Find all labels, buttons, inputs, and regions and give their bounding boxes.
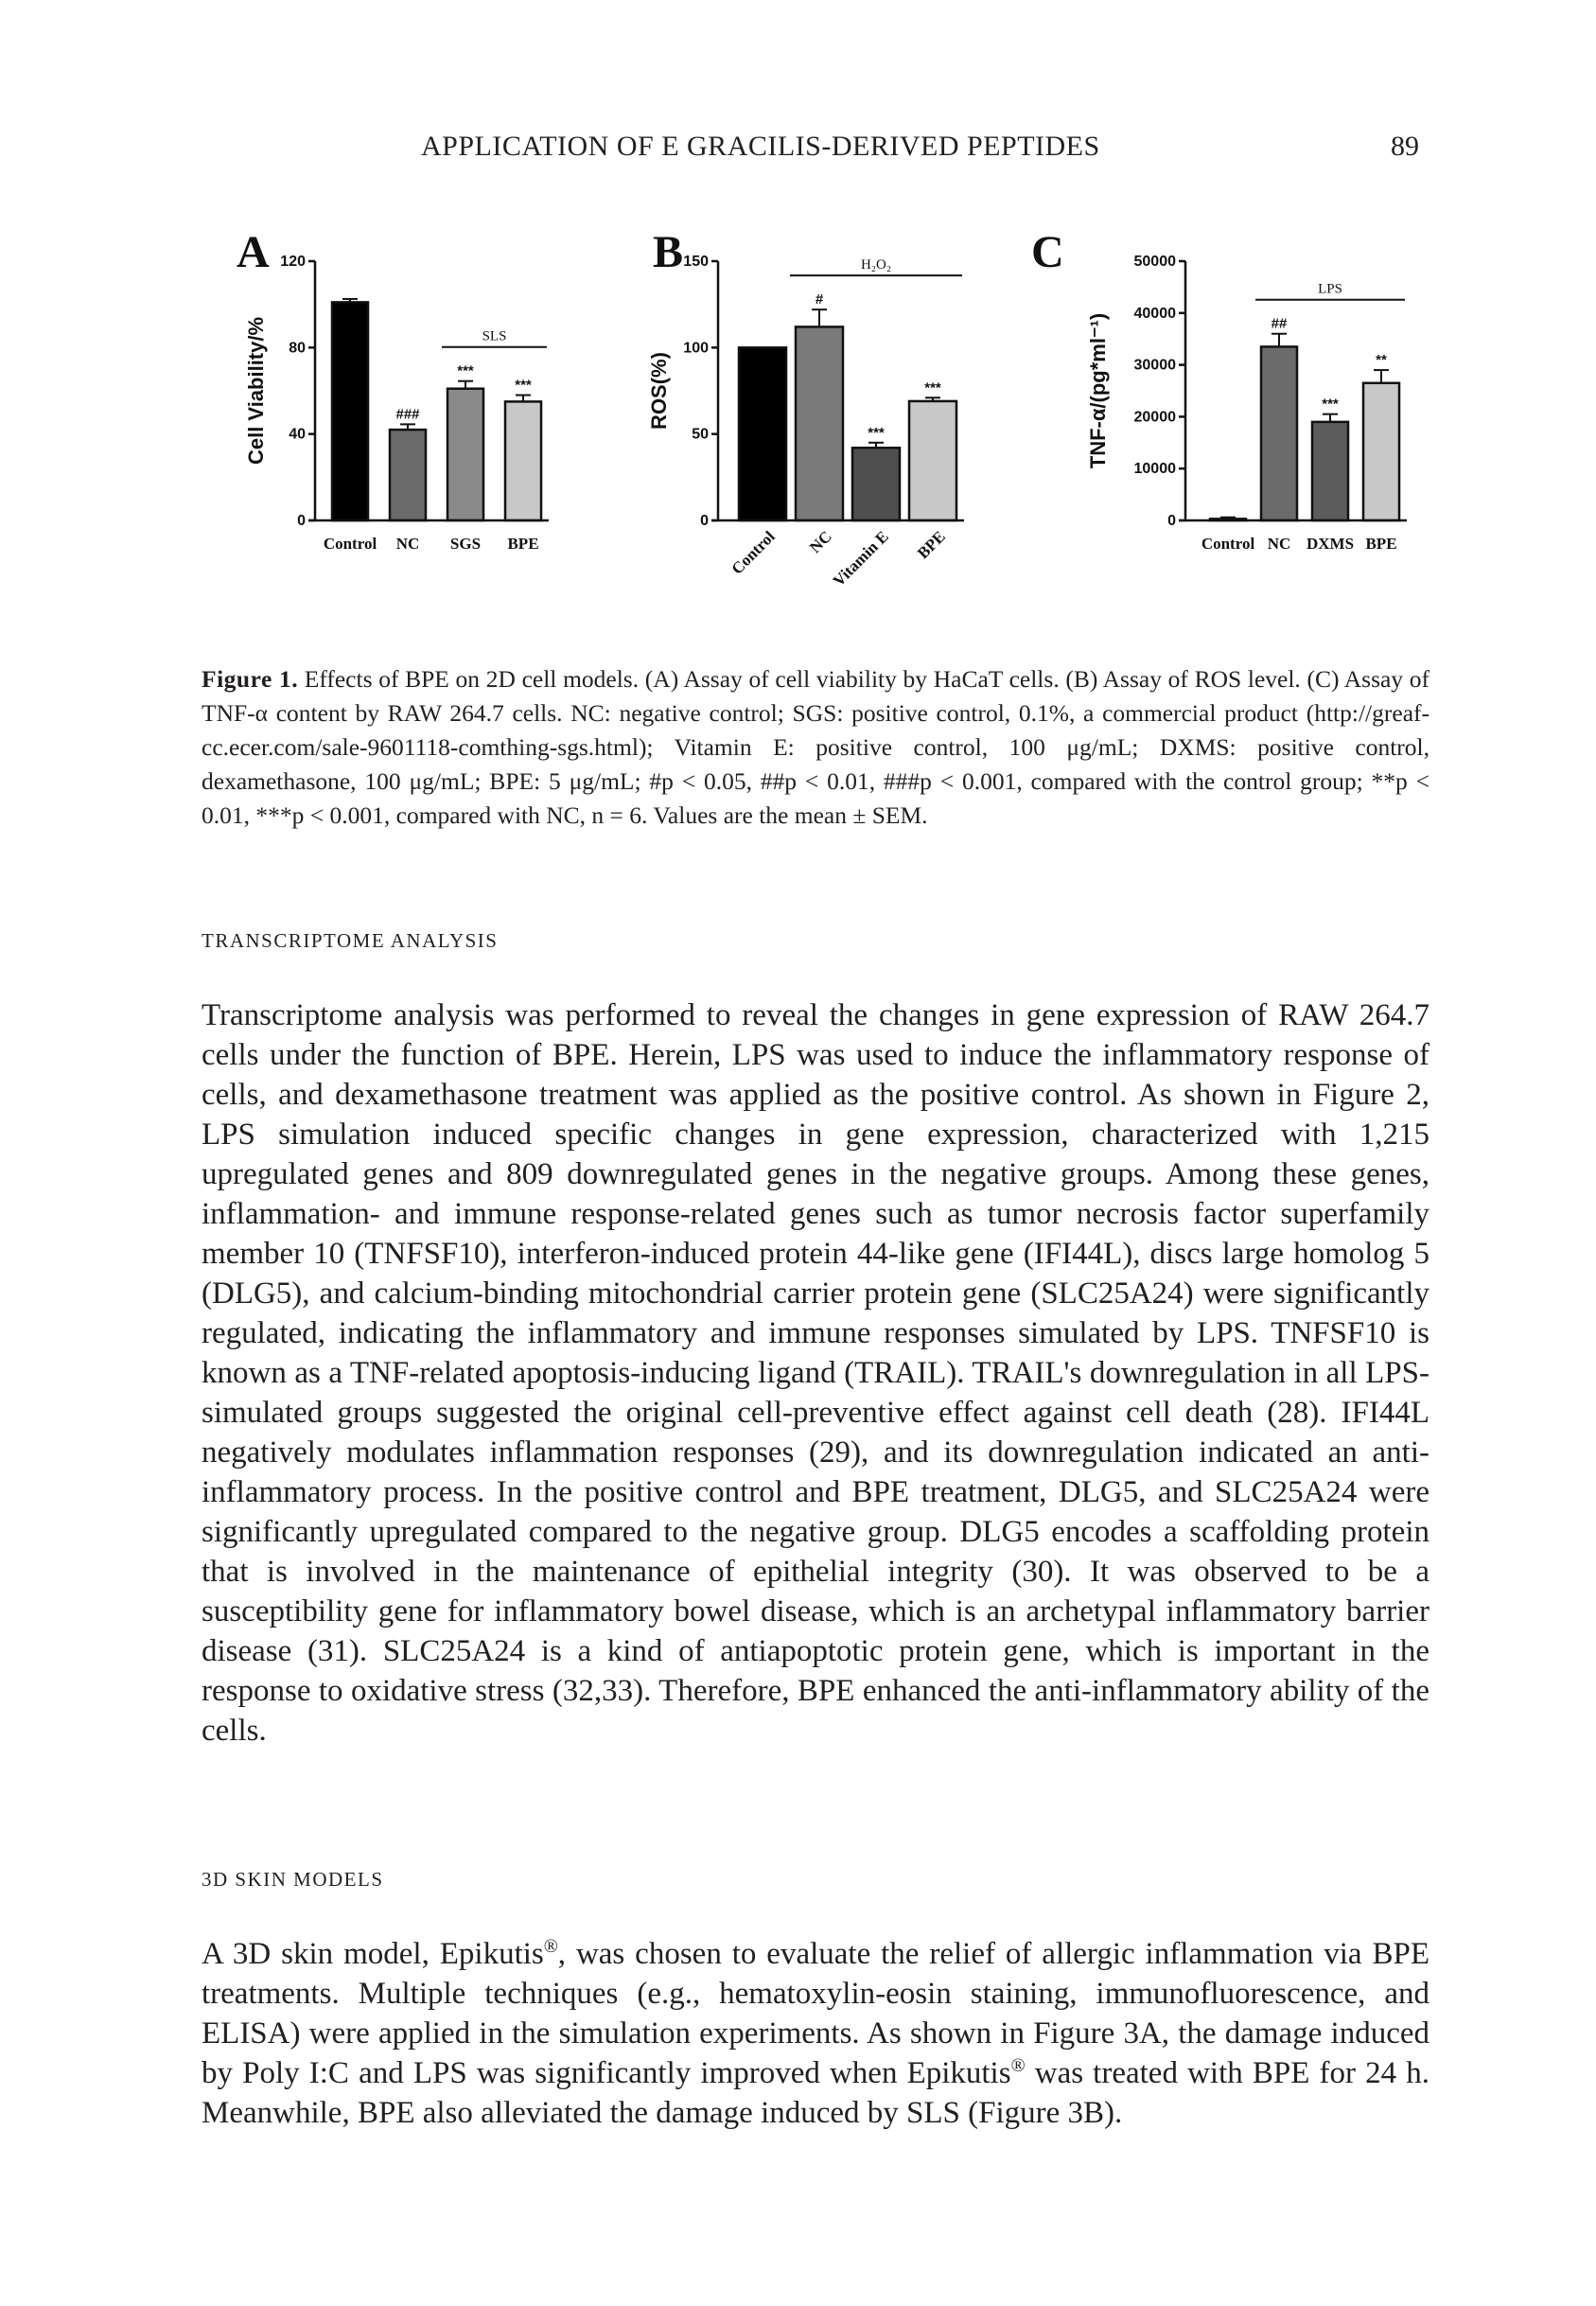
- running-title: APPLICATION OF E GRACILIS-DERIVED PEPTIDES: [421, 131, 1100, 162]
- significance-mark: #: [815, 291, 824, 308]
- figure-1: [227, 227, 1457, 643]
- category-label: Vitamin E: [829, 527, 892, 590]
- significance-mark: ##: [1271, 315, 1288, 332]
- bar: [739, 347, 786, 520]
- y-tick-label: 0: [700, 513, 709, 529]
- y-tick-label: 40: [289, 426, 306, 443]
- panel-c: [1031, 227, 1429, 639]
- panel-b: [643, 227, 1003, 639]
- figure-caption: [202, 662, 1429, 833]
- panel-c-chart: [1031, 227, 1429, 634]
- y-tick-label: 50000: [1133, 254, 1176, 270]
- bar: [852, 448, 900, 520]
- y-tick-label: 80: [289, 340, 306, 357]
- category-label: BPE: [914, 527, 949, 563]
- bar: [1261, 346, 1297, 520]
- panel-letter: A: [237, 227, 270, 277]
- bar: [1312, 422, 1348, 520]
- category-label: Control: [323, 535, 377, 553]
- y-tick-label: 0: [297, 513, 306, 529]
- y-tick-label: 50: [692, 426, 709, 443]
- section-heading-transcriptome: TRANSCRIPTOME ANALYSIS: [202, 929, 499, 952]
- running-header: [0, 131, 1596, 168]
- paragraph-part: , was chosen to evaluate the relief of allergic inflammation via BPE treatments. Multiple techniques (e.g., hematoxylin-eosin staining, immunofluorescence, and ELISA) were applied in the simulation experiments. As shown in Figure 3A, the damage induced by Poly I:C and LPS was significantly improved when Epikutis: [202, 1937, 1430, 2090]
- category-label: BPE: [1365, 535, 1397, 553]
- registered-mark: ®: [1010, 2055, 1026, 2076]
- y-axis-label: TNF-α/(pg*ml⁻¹): [1086, 312, 1110, 469]
- category-label: DXMS: [1306, 535, 1355, 553]
- y-axis-label: ROS(%): [647, 352, 671, 430]
- y-tick-label: 40000: [1133, 305, 1176, 322]
- significance-mark: ***: [924, 379, 941, 396]
- panel-letter: C: [1031, 227, 1064, 277]
- section-heading-3d-skin: 3D SKIN MODELS: [202, 1868, 384, 1891]
- bracket-label: SLS: [482, 328, 507, 344]
- bracket-label: H₂O₂: [860, 257, 892, 273]
- y-tick-label: 10000: [1133, 461, 1176, 478]
- y-tick-label: 150: [683, 254, 709, 270]
- bar: [1363, 383, 1399, 520]
- bar: [909, 401, 956, 520]
- significance-mark: **: [1376, 352, 1387, 369]
- y-tick-label: 0: [1167, 513, 1176, 529]
- panel-a: [227, 227, 587, 639]
- significance-mark: ***: [457, 362, 474, 379]
- y-tick-label: 120: [280, 254, 306, 270]
- category-label: BPE: [507, 535, 539, 553]
- category-label: SGS: [449, 535, 482, 553]
- caption-label: Figure 1.: [202, 665, 299, 693]
- y-tick-label: 20000: [1133, 409, 1176, 426]
- significance-mark: ***: [868, 424, 885, 441]
- caption-text: Effects of BPE on 2D cell models. (A) Assay of cell viability by HaCaT cells. (B) Assay of ROS level. (C) Assay of TNF-α content by RAW 264.7 cells. NC: negative control; SGS: positive control, 0.1%, a commercial product (http://greaf-cc.ecer.com/sale-9601118-comthing-sgs.html); Vitamin E: positive control, 100 μg/mL; DXMS: positive control, dexamethasone, 100 μg/mL; BPE: 5 μg/mL; #p < 0.05, ##p < 0.01, ###p < 0.001, compared with the control group; **p < 0.01, ***p < 0.001, compared with NC, n = 6. Values are the mean ± SEM.: [202, 665, 1429, 829]
- panel-letter: B: [653, 227, 684, 277]
- significance-mark: ###: [395, 406, 420, 423]
- paragraph-transcriptome: Transcriptome analysis was performed to reveal the changes in gene expression of RAW 264.7 cells under the function of BPE. Herein, LPS was used to induce the inflammatory response of cells, and dexamethasone treatment was applied as the positive control. As shown in Figure 2, LPS simulation induced specific changes in gene expression, characterized with 1,215 upregulated genes and 809 downregulated genes in the negative groups. Among these genes, inflammation- and immune response-related genes such as tumor necrosis factor superfamily member 10 (TNFSF10), interferon-induced protein 44-like gene (IFI44L), discs large homolog 5 (DLG5), and calcium-binding mitochondrial carrier protein gene (SLC25A24) were significantly regulated, indicating the inflammatory and immune responses simulated by LPS. TNFSF10 is known as a TNF-related apoptosis-inducing ligand (TRAIL). TRAIL's downregulation in all LPS-simulated groups suggested the original cell-preventive effect against cell death (28). IFI44L negatively modulates inflammation responses (29), and its downregulation indicated an anti-inflammatory process. In the positive control and BPE treatment, DLG5, and SLC25A24 were significantly upregulated compared to the negative group. DLG5 encodes a scaffolding protein that is involved in the maintenance of epithelial integrity (30). It was observed to be a susceptibility gene for inflammatory bowel disease, which is an archetypal inflammatory barrier disease (31). SLC25A24 is a kind of antiapoptotic protein gene, which is important in the response to oxidative stress (32,33). Therefore, BPE enhanced the anti-inflammatory ability of the cells.: [202, 998, 1429, 1748]
- y-tick-label: 100: [683, 340, 709, 357]
- bar: [505, 401, 541, 520]
- paragraph-3d-skin: [202, 1934, 1429, 2133]
- category-label: NC: [1267, 535, 1291, 553]
- bar: [447, 389, 483, 520]
- page-number: 89: [1391, 131, 1419, 162]
- significance-mark: ***: [1322, 396, 1339, 413]
- paragraph-part: A 3D skin model, Epikutis: [202, 1937, 544, 1971]
- y-tick-label: 30000: [1133, 357, 1176, 374]
- bracket-label: LPS: [1318, 281, 1342, 297]
- bar: [390, 430, 426, 520]
- y-axis-label: Cell Viability/%: [244, 316, 268, 466]
- panel-a-chart: [227, 227, 587, 634]
- category-label: NC: [395, 535, 420, 553]
- registered-mark: ®: [543, 1936, 558, 1957]
- paragraph-part: was treated with BPE for 24 h. Meanwhile, BPE also alleviated the damage induced by SLS (Figure 3B).: [202, 2056, 1429, 2130]
- bar: [332, 302, 368, 520]
- panel-b-chart: [643, 227, 1003, 634]
- category-label: Control: [728, 527, 779, 578]
- bar: [796, 326, 843, 520]
- category-label: NC: [806, 527, 835, 557]
- category-label: Control: [1201, 535, 1255, 553]
- significance-mark: ***: [515, 377, 532, 394]
